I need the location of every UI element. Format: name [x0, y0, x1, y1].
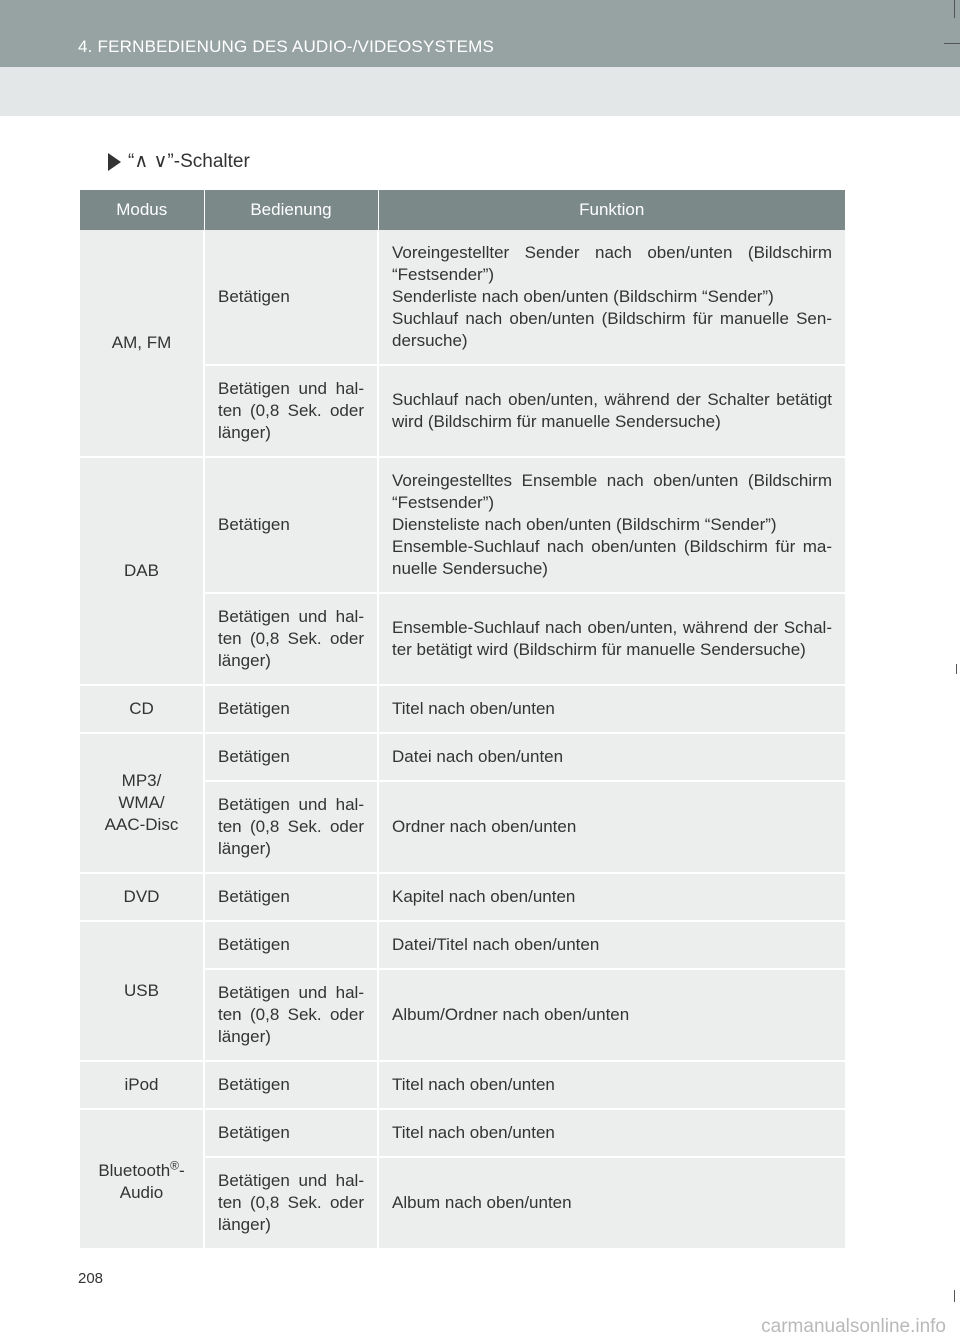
table-header-row	[80, 190, 845, 230]
mode-cell: CD	[80, 685, 204, 733]
function-cell: Datei/Titel nach oben/unten	[378, 921, 845, 969]
crop-mark	[954, 1290, 955, 1302]
mode-cell	[80, 733, 204, 873]
function-cell	[378, 457, 845, 593]
function-line: Voreingestellter Sender nach oben/unten (Bildschirm “Festsender”)	[392, 243, 832, 284]
table-row	[80, 1109, 845, 1157]
triangle-bullet-icon	[108, 153, 121, 171]
column-header-modus: Modus	[80, 190, 204, 230]
mode-text: Bluetooth	[98, 1160, 171, 1180]
function-cell: Suchlauf nach oben/unten, während der Schalter betätigt wird (Bildschirm für manuelle Sendersuche)	[378, 365, 845, 457]
section-title: “∧ ∨”-Schalter	[128, 151, 250, 172]
crop-mark	[944, 43, 960, 44]
table-row	[80, 733, 845, 781]
table-row	[80, 921, 845, 969]
table-row	[80, 1061, 845, 1109]
mode-cell: USB	[80, 921, 204, 1061]
operation-cell: Betätigen und hal-ten (0,8 Sek. oder länger)	[204, 969, 378, 1061]
mode-line: MP3/	[121, 771, 162, 790]
operation-cell: Betätigen und hal-ten (0,8 Sek. oder länger)	[204, 365, 378, 457]
function-line: Diensteliste nach oben/unten (Bildschirm “Sender”)	[392, 515, 777, 534]
mode-cell: iPod	[80, 1061, 204, 1109]
operation-cell: Betätigen	[204, 733, 378, 781]
operation-cell: Betätigen	[204, 921, 378, 969]
mode-line: Audio	[119, 1182, 164, 1202]
mode-cell: DVD	[80, 873, 204, 921]
function-cell: Ordner nach oben/unten	[378, 781, 845, 873]
table-row	[80, 685, 845, 733]
column-header-bedienung: Bedienung	[204, 190, 378, 230]
column-header-funktion: Funktion	[378, 190, 845, 230]
function-cell: Datei nach oben/unten	[378, 733, 845, 781]
mode-cell: DAB	[80, 457, 204, 685]
function-cell: Titel nach oben/unten	[378, 1061, 845, 1109]
function-line: Ensemble-Suchlauf nach oben/unten (Bildschirm für ma-nuelle Sendersuche)	[392, 537, 832, 578]
operation-cell: Betätigen und hal-ten (0,8 Sek. oder länger)	[204, 1157, 378, 1249]
operation-cell: Betätigen	[204, 457, 378, 593]
function-cell: Album nach oben/unten	[378, 1157, 845, 1249]
function-line: Voreingestelltes Ensemble nach oben/unten (Bildschirm “Festsender”)	[392, 471, 832, 512]
crop-mark	[954, 0, 955, 18]
mode-text: -	[179, 1160, 185, 1180]
mode-cell: AM, FM	[80, 230, 204, 457]
function-cell: Titel nach oben/unten	[378, 685, 845, 733]
crop-mark	[956, 664, 957, 674]
mode-line	[98, 1158, 185, 1180]
section-heading	[108, 150, 250, 173]
table-row	[80, 873, 845, 921]
page-title: 4. FERNBEDIENUNG DES AUDIO-/VIDEOSYSTEMS	[78, 37, 495, 56]
table-row	[80, 230, 845, 365]
mode-line: WMA/	[118, 793, 165, 812]
function-cell	[378, 230, 845, 365]
function-cell: Album/Ordner nach oben/unten	[378, 969, 845, 1061]
header-subbar	[0, 67, 960, 116]
function-line: Suchlauf nach oben/unten (Bildschirm für manuelle Sen-dersuche)	[392, 309, 832, 350]
function-cell: Ensemble-Suchlauf nach oben/unten, während der Schal-ter betätigt wird (Bildschirm für manuelle Sendersuche)	[378, 593, 845, 685]
operation-cell: Betätigen	[204, 230, 378, 365]
operation-cell: Betätigen	[204, 873, 378, 921]
mode-cell	[80, 1109, 204, 1249]
operation-cell: Betätigen und hal-ten (0,8 Sek. oder länger)	[204, 781, 378, 873]
operation-cell: Betätigen und hal-ten (0,8 Sek. oder länger)	[204, 593, 378, 685]
operations-table	[80, 190, 845, 1250]
mode-line: AAC-Disc	[104, 815, 179, 834]
function-line: Senderliste nach oben/unten (Bildschirm “Sender”)	[392, 287, 774, 306]
operation-cell: Betätigen	[204, 685, 378, 733]
function-cell: Kapitel nach oben/unten	[378, 873, 845, 921]
page-number: 208	[78, 1270, 104, 1287]
registered-mark: ®	[170, 1158, 179, 1173]
watermark: carmanualsonline.info	[761, 1316, 946, 1337]
operation-cell: Betätigen	[204, 1109, 378, 1157]
function-cell: Titel nach oben/unten	[378, 1109, 845, 1157]
table-row	[80, 457, 845, 593]
operation-cell: Betätigen	[204, 1061, 378, 1109]
